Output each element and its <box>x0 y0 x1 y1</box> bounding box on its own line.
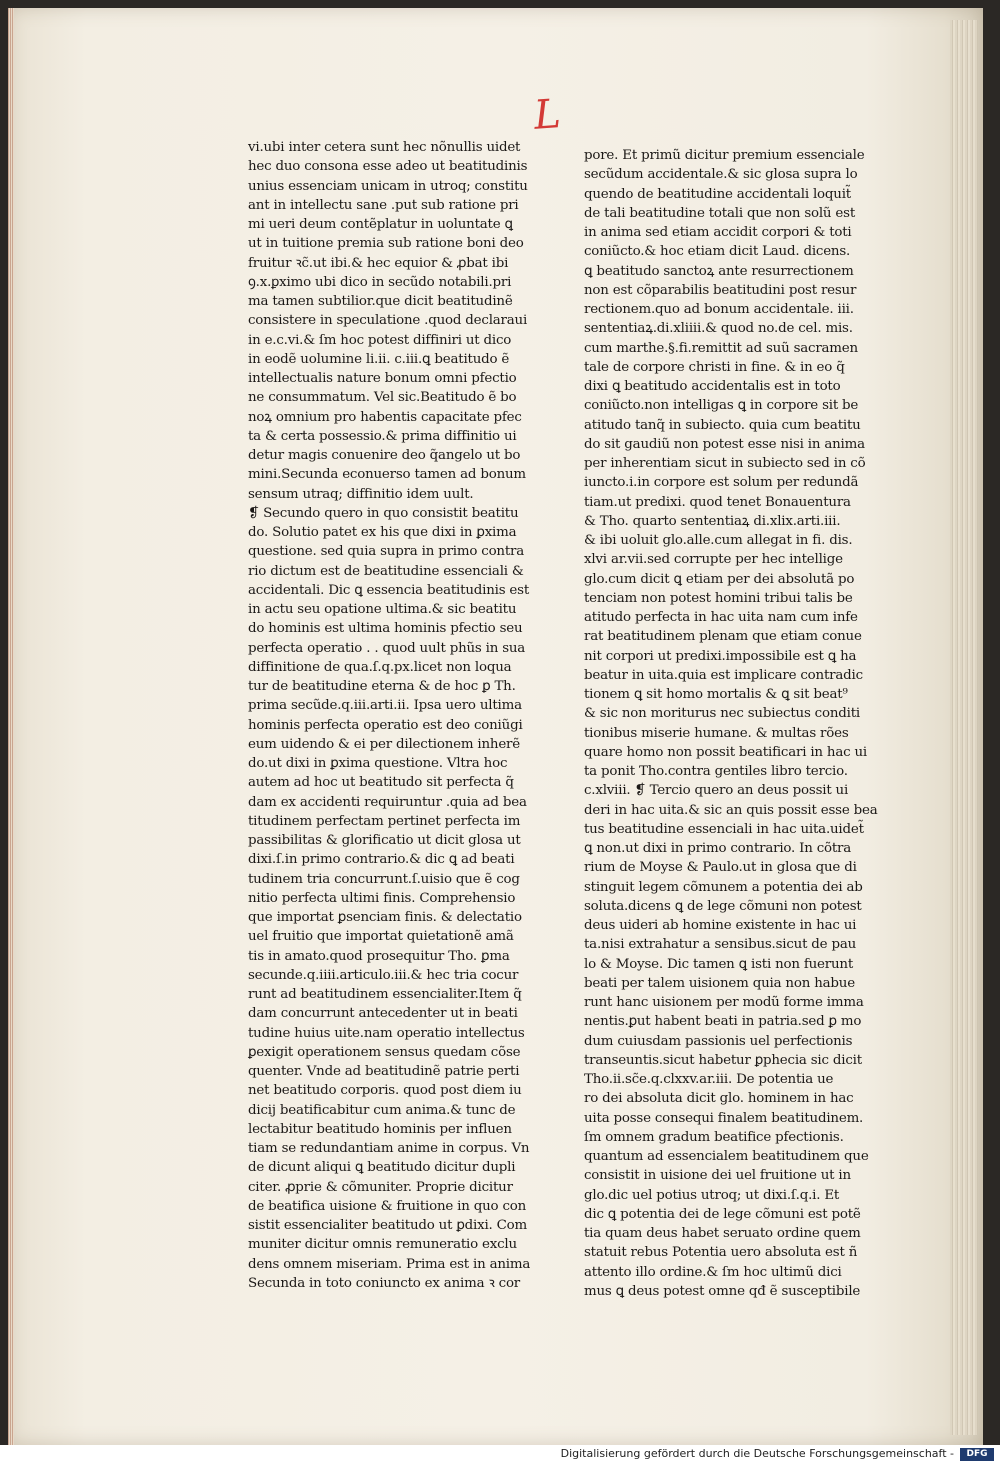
text-line: ꝑexigit operationem sensus quedam cõse <box>248 1044 521 1060</box>
text-line: coniũcto.non intelligas ꝗ in corpore sit be <box>584 398 859 414</box>
text-column-right <box>584 146 876 1301</box>
text-line: secunde.q.iiii.articulo.iii.& hec tria cocur <box>248 967 519 983</box>
text-line: tur de beatitudine eterna & de hoc ꝑ Th. <box>248 679 516 694</box>
text-line: do. Solutio patet ex his que dixi in ꝑxima <box>248 525 517 540</box>
text-line: lo & Moyse. Dic tamen ꝗ isti non fuerunt <box>584 956 853 972</box>
text-line: secũdum accidentale.& sic glosa supra lo <box>584 167 858 183</box>
text-line: soluta.dicens ꝗ de lege cõmuni non potest <box>584 898 862 914</box>
text-line: tudinem tria concurrunt.ſ.uisio que ẽ cog <box>248 871 520 887</box>
text-line: tionem ꝗ sit homo mortalis & ꝗ sit beat⁹ <box>584 687 848 702</box>
text-line: in e.c.vi.& ſm hoc potest diffiniri ut dico <box>248 332 512 348</box>
text-line: eum uidendo & ei per dilectionem inherẽ <box>248 736 520 752</box>
text-line: ro dei absoluta dicit glo. hominem in hac <box>584 1091 854 1107</box>
text-line: tus beatitudine essenciali in hac uita.uidet̃ <box>584 821 864 837</box>
text-line: questione. sed quia supra in primo contra <box>248 544 525 560</box>
text-line: coniũcto.& hoc etiam dicit Laud. dicens. <box>584 244 851 260</box>
page-right-edge <box>950 20 978 1435</box>
text-line: in anima sed etiam accidit corpori & toti <box>584 225 852 240</box>
text-line: tale de corpore christi in fine. & in eo q̃ <box>584 359 845 375</box>
folio-mark: L <box>532 91 563 139</box>
text-line: rium de Moyse & Paulo.ut in glosa que di <box>584 860 857 876</box>
text-line: glo.cum dicit ꝗ etiam per dei absolutã po <box>584 571 855 587</box>
text-line: iuncto.i.in corpore est solum per redundã <box>584 475 859 491</box>
text-line: uel fruitio que importat quietationẽ amã <box>248 929 514 945</box>
text-line: mi ueri deum contẽplatur in uoluntate ꝗ <box>248 217 513 232</box>
text-line: tia quam deus habet seruato ordine quem <box>584 1226 861 1241</box>
text-line: ta & certa possessio.& prima diffinitio ui <box>248 428 517 444</box>
text-line: dam concurrunt antecedenter ut in beati <box>248 1006 518 1022</box>
text-line: tenciam non potest homini tribui talis be <box>584 590 853 606</box>
text-line: hominis perfecta operatio est deo coniũgi <box>248 717 523 733</box>
text-line: diffinitione de qua.ſ.q.px.licet non loqua <box>248 659 512 675</box>
text-line: autem ad hoc ut beatitudo sit perfecta q̃ <box>248 775 514 791</box>
text-line: quantum ad essencialem beatitudinem que <box>584 1149 869 1164</box>
text-line: net beatitudo corporis. quod post diem iu <box>248 1083 522 1099</box>
text-line: quendo de beatitudine accidentali loquit̃ <box>584 186 851 202</box>
text-line: beati per talem uisionem quia non habue <box>584 975 855 991</box>
text-line: xlvi ar.vii.sed corrupte per hec intellige <box>584 552 843 568</box>
text-column-left <box>248 138 540 1293</box>
text-line: statuit rebus Potentia uero absoluta est ñ <box>584 1245 858 1261</box>
text-line: lectabitur beatitudo hominis per influen <box>248 1121 512 1137</box>
text-line: passibilitas & glorificatio ut dicit glosa ut <box>248 833 521 848</box>
text-line: rio dictum est de beatitudine essenciali & <box>248 563 524 579</box>
text-line: mus ꝗ deus potest omne qđ ẽ susceptibile <box>584 1283 861 1299</box>
text-line: c.xlviii. ❡ Tercio quero an deus possit ui <box>584 783 849 799</box>
text-line: ma tamen subtilior.que dicit beatitudinẽ <box>248 294 513 309</box>
text-line: & ibi uoluit glo.alle.cum allegat in fi. dis. <box>584 533 853 548</box>
text-line: cum marthe.§.fi.remittit ad suũ sacramen <box>584 340 858 356</box>
text-line: accidentali. Dic ꝗ essencia beatitudinis est <box>248 582 530 598</box>
text-line: dixi.ſ.in primo contrario.& dic ꝗ ad beati <box>248 852 515 868</box>
text-line: Tho.ii.sc̃e.q.clxxv.ar.iii. De potentia ue <box>584 1072 834 1087</box>
text-line: de dicunt aliqui ꝗ beatitudo dicitur dupli <box>248 1160 516 1176</box>
text-line: vi.ubi inter cetera sunt hec nõnullis uidet <box>248 140 521 155</box>
text-line: sistit essencialiter beatitudo ut ꝑdixi. Com <box>248 1218 528 1233</box>
text-line: ne consummatum. Vel sic.Beatitudo ẽ bo <box>248 390 517 406</box>
text-line: atitudo perfecta in hac uita nam cum infe <box>584 610 858 625</box>
text-line: deus uideri ab homine existente in hac ui <box>584 918 857 933</box>
text-line: muniter dicitur omnis remuneratio exclu <box>248 1237 517 1253</box>
text-line: rectionem.quo ad bonum accidentale. iii. <box>584 302 854 317</box>
text-line: ant in intellectu sane .put sub ratione pri <box>248 197 519 213</box>
text-line: nitio perfecta ultimi finis. Comprehensio <box>248 890 516 906</box>
text-line: detur magis conuenire deo q̃angelo ut bo <box>248 448 521 463</box>
text-line: & sic non moriturus nec subiectus conditi <box>584 706 860 722</box>
text-line: do hominis est ultima hominis pfectio seu <box>248 621 523 637</box>
text-line: quenter. Vnde ad beatitudinẽ patrie perti <box>248 1064 520 1079</box>
text-line: unius essenciam unicam in utroq; constitu <box>248 178 528 194</box>
text-line: ꝗ non.ut dixi in primo contrario. In cõtra <box>584 841 852 856</box>
dfg-logo: DFG <box>960 1448 994 1461</box>
text-line: glo.dic uel potius utroq; ut dixi.ſ.q.i. Et <box>584 1187 840 1203</box>
text-line: runt hanc uisionem per modũ forme imma <box>584 995 864 1010</box>
text-line: dum cuiusdam passionis uel perfectionis <box>584 1033 853 1049</box>
text-line: atitudo tanq̃ in subiecto. quia cum beatitu <box>584 417 861 433</box>
text-line: ta.nisi extrahatur a sensibus.sicut de pau <box>584 937 857 953</box>
text-line: tiam se redundantiam anime in corpus. Vn <box>248 1141 530 1156</box>
text-line: uita posse consequi finalem beatitudinem. <box>584 1110 864 1126</box>
text-line: sensum utraq; diffinitio idem uult. <box>248 486 474 502</box>
text-line: beatur in uita.quia est implicare contradic <box>584 667 863 683</box>
text-line: tiam.ut predixi. quod tenet Bonauentura <box>584 494 851 510</box>
text-line: transeuntis.sicut habetur ꝑphecia sic dicit <box>584 1052 862 1068</box>
text-line: citer. ꝓprie & cõmuniter. Proprie dicitur <box>248 1179 513 1195</box>
text-line: perfecta operatio . . quod uult phũs in sua <box>248 640 526 656</box>
text-line: ut in tuitione premia sub ratione boni deo <box>248 236 524 252</box>
text-line: prima secũde.q.iii.arti.ii. Ipsa uero ultima <box>248 698 522 714</box>
text-line: tis in amato.quod prosequitur Tho. ꝑma <box>248 948 510 964</box>
text-line: consistere in speculatione .quod declaraui <box>248 313 528 329</box>
text-line: ſm omnem gradum beatifice pfectionis. <box>584 1129 844 1145</box>
text-line: attento illo ordine.& ſm hoc ultimũ dici <box>584 1264 842 1280</box>
text-line: in actu seu opatione ultima.& sic beatitu <box>248 602 517 617</box>
text-line: ꝗ beatitudo sanctoꝝ ante resurrectionem <box>584 263 854 279</box>
text-line: & Tho. quarto sententiaꝝ di.xlix.arti.iii. <box>584 513 841 529</box>
text-line: deri in hac uita.& sic an quis possit esse bea <box>584 802 878 818</box>
text-line: dam ex accidenti requiruntur .quia ad bea <box>248 794 527 810</box>
text-line: pore. Et primũ dicitur premium essenciale <box>584 148 865 163</box>
text-line: stinguit legem cõmunem a potentia dei ab <box>584 879 863 895</box>
text-line: rat beatitudinem plenam que etiam conue <box>584 629 862 645</box>
text-line: tudine huius uite.nam operatio intellectus <box>248 1025 525 1041</box>
text-line: mini.Secunda econuerso tamen ad bonum <box>248 467 526 483</box>
text-line: intellectualis nature bonum omni pfectio <box>248 371 517 386</box>
text-line: do.ut dixi in ꝑxima questione. Vltra hoc <box>248 756 508 771</box>
text-line: ta ponit Tho.contra gentiles libro tercio. <box>584 764 848 779</box>
text-line: in eodẽ uolumine li.ii. c.iii.ꝗ beatitudo ẽ <box>248 351 510 367</box>
text-line: dicij beatificabitur cum anima.& tunc de <box>248 1102 516 1118</box>
text-line: sententiaꝝ.di.xliiii.& quod no.de cel. mis. <box>584 321 853 337</box>
text-line: Secunda in toto coniuncto ex anima ꝛ cor <box>248 1275 521 1291</box>
text-line: non est cõparabilis beatitudini post resur <box>584 282 857 298</box>
text-line: do sit gaudiũ non potest esse nisi in anima <box>584 436 865 452</box>
funding-credit: Digitalisierung gefördert durch die Deutsche Forschungsgemeinschaft - <box>560 1447 954 1460</box>
text-line: per inherentiam sicut in subiecto sed in cõ <box>584 456 866 471</box>
text-line: que importat ꝑsenciam finis. & delectatio <box>248 910 522 925</box>
text-line: runt ad beatitudinem essencialiter.Item q̃ <box>248 987 522 1002</box>
text-line: de tali beatitudine totali que non solũ est <box>584 205 855 221</box>
text-line: ꝯ.x.ꝑximo ubi dico in secũdo notabili.pri <box>248 274 512 290</box>
page-left-edge <box>8 8 14 1445</box>
text-line: noꝝ omnium pro habentis capacitate pfec <box>248 409 522 425</box>
text-line: ❡ Secundo quero in quo consistit beatitu <box>248 505 519 521</box>
text-line: hec duo consona esse adeo ut beatitudinis <box>248 159 528 175</box>
text-line: quare homo non possit beatificari in hac ui <box>584 744 867 760</box>
text-line: dens omnem miseriam. Prima est in anima <box>248 1256 531 1272</box>
text-line: nentis.ꝑut habent beati in patria.sed ꝑ mo <box>584 1014 862 1030</box>
text-line: dic ꝗ potentia dei de lege cõmuni est potẽ <box>584 1206 861 1222</box>
text-line: consistit in uisione dei uel fruitione ut in <box>584 1168 851 1184</box>
text-line: de beatifica uisione & fruitione in quo con <box>248 1198 527 1214</box>
text-line: titudinem perfectam pertinet perfecta im <box>248 813 521 829</box>
text-line: dixi ꝗ beatitudo accidentalis est in toto <box>584 379 841 394</box>
text-line: fruitur ꝛc̃.ut ibi.& hec equior & ꝓbat ibi <box>248 255 509 271</box>
text-line: nit corpori ut predixi.impossibile est ꝗ ha <box>584 648 857 664</box>
text-line: tionibus miserie humane. & multas rões <box>584 725 849 741</box>
